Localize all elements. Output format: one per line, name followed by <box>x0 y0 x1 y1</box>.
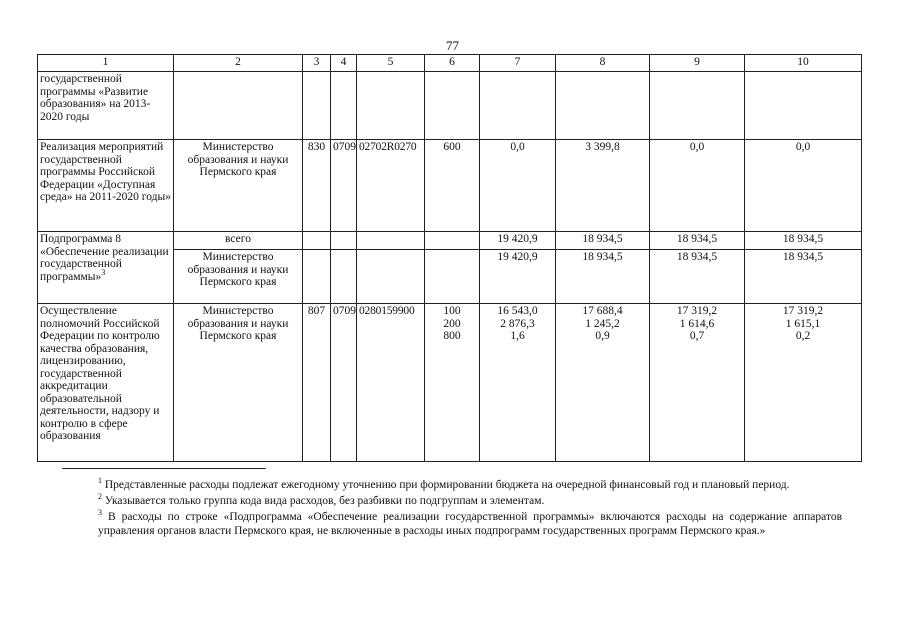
value-cell: 3 399,8 <box>556 140 650 232</box>
value-cell: 0,0 <box>650 140 745 232</box>
footnote-divider <box>62 468 266 469</box>
value-cell <box>480 72 556 140</box>
value-cell: 18 934,5 <box>650 232 745 250</box>
value-cell: 18 934,5 <box>745 250 862 304</box>
footnote-text: Представленные расходы подлежат ежегодному уточнению при формировании бюджета на очередной финансовый год и плановый период. <box>104 479 790 491</box>
header-cell: 2 <box>174 55 303 72</box>
table-row <box>38 232 862 250</box>
header-row <box>38 55 862 72</box>
footnote-text: Указывается только группа кода вида расходов, без разбивки по подгруппам и элементам. <box>104 495 545 507</box>
header-cell: 7 <box>480 55 556 72</box>
expense-type-cell: 600 <box>425 140 480 232</box>
value-cell: 19 420,9 <box>480 250 556 304</box>
section-code-cell: 0709 <box>331 304 357 462</box>
table-row <box>38 304 862 462</box>
value-cell: 0,0 <box>745 140 862 232</box>
program-name-cell: Реализация мероприятий государственной программы Российской Федерации «Доступная среда» на 2011-2020 годы» <box>38 140 174 232</box>
value-cell <box>556 72 650 140</box>
program-name-cell <box>38 232 174 304</box>
header-cell: 4 <box>331 55 357 72</box>
value-cell: 0,0 <box>480 140 556 232</box>
value-cell <box>650 72 745 140</box>
value-line: 1 245,2 <box>585 317 620 330</box>
section-code-cell <box>331 72 357 140</box>
value-line: 1,6 <box>510 330 525 342</box>
value-line: 17 688,4 <box>582 305 623 317</box>
value-cell: 19 420,9 <box>480 232 556 250</box>
target-article-cell: 0280159900 <box>357 304 425 462</box>
value-cell <box>745 304 862 462</box>
footnote-mark: 1 <box>98 476 102 486</box>
program-name-cell: государственной программы «Развитие образования» на 2013-2020 годы <box>38 72 174 140</box>
header-cell: 5 <box>357 55 425 72</box>
value-line: 1 614,6 <box>679 317 715 330</box>
header-cell: 10 <box>745 55 862 72</box>
page-number: 77 <box>446 38 459 53</box>
program-name-text: Подпрограмма 8 «Обеспечение реализации государственной программы» <box>40 233 169 283</box>
footnote-text: В расходы по строке «Подпрограмма «Обеспечение реализации государственной программы» включаются расходы на содержание аппаратов управления органов власти Пермского края, не включенные в расходы иных подпрограмм государственных программ Пермского края.» <box>98 511 843 537</box>
header-cell: 9 <box>650 55 745 72</box>
expense-type-value: 100 <box>443 305 461 317</box>
value-cell: 18 934,5 <box>556 250 650 304</box>
grbs-code-cell <box>303 72 331 140</box>
table-row <box>38 72 862 140</box>
footnote-mark: 3 <box>101 267 106 277</box>
value-line: 1 615,1 <box>785 317 821 330</box>
target-article-cell <box>357 72 425 140</box>
target-article-cell <box>357 232 425 250</box>
value-line: 0,7 <box>689 330 705 342</box>
footnote-mark: 2 <box>98 492 102 502</box>
budget-table <box>37 54 862 462</box>
executor-cell: Министерство образования и науки Пермского края <box>174 250 303 304</box>
value-cell <box>556 304 650 462</box>
header-cell: 3 <box>303 55 331 72</box>
grbs-code-cell: 807 <box>303 304 331 462</box>
header-cell: 6 <box>425 55 480 72</box>
footnote-3 <box>62 510 842 538</box>
expense-type-cell <box>425 232 480 250</box>
executor-cell <box>174 72 303 140</box>
header-cell: 8 <box>556 55 650 72</box>
grbs-code-cell: 830 <box>303 140 331 232</box>
value-line: 17 319,2 <box>676 305 718 317</box>
program-name-cell: Осуществление полномочий Российской Федерации по контролю качества образования, лицензированию, государственной аккредитации образовательной деятельности, надзору и контролю в сфере образования <box>38 304 174 462</box>
footnote-2 <box>62 494 842 508</box>
table-row <box>38 140 862 232</box>
value-cell <box>745 72 862 140</box>
footnote-1 <box>62 478 842 492</box>
value-line: 0,9 <box>595 330 610 342</box>
header-cell: 1 <box>38 55 174 72</box>
section-code-cell: 0709 <box>331 140 357 232</box>
expense-type-value: 200 <box>443 317 461 330</box>
value-cell: 18 934,5 <box>650 250 745 304</box>
expense-type-value: 800 <box>443 330 461 342</box>
section-code-cell <box>331 232 357 250</box>
value-cell <box>650 304 745 462</box>
footnote-mark: 3 <box>98 508 102 518</box>
executor-cell: Министерство образования и науки Пермского края <box>174 140 303 232</box>
section-code-cell <box>331 250 357 304</box>
target-article-cell <box>357 250 425 304</box>
grbs-code-cell <box>303 232 331 250</box>
value-cell: 18 934,5 <box>745 232 862 250</box>
footnotes <box>62 478 842 540</box>
executor-cell: Министерство образования и науки Пермского края <box>174 304 303 462</box>
expense-type-cell <box>425 250 480 304</box>
expense-type-cell <box>425 72 480 140</box>
value-line: 0,2 <box>795 330 811 342</box>
grbs-code-cell <box>303 250 331 304</box>
executor-cell: всего <box>174 232 303 250</box>
target-article-cell: 02702R0270 <box>357 140 425 232</box>
value-cell: 18 934,5 <box>556 232 650 250</box>
expense-type-cell <box>425 304 480 462</box>
value-cell <box>480 304 556 462</box>
value-line: 2 876,3 <box>500 317 535 330</box>
value-line: 17 319,2 <box>782 305 824 317</box>
value-line: 16 543,0 <box>497 305 538 317</box>
